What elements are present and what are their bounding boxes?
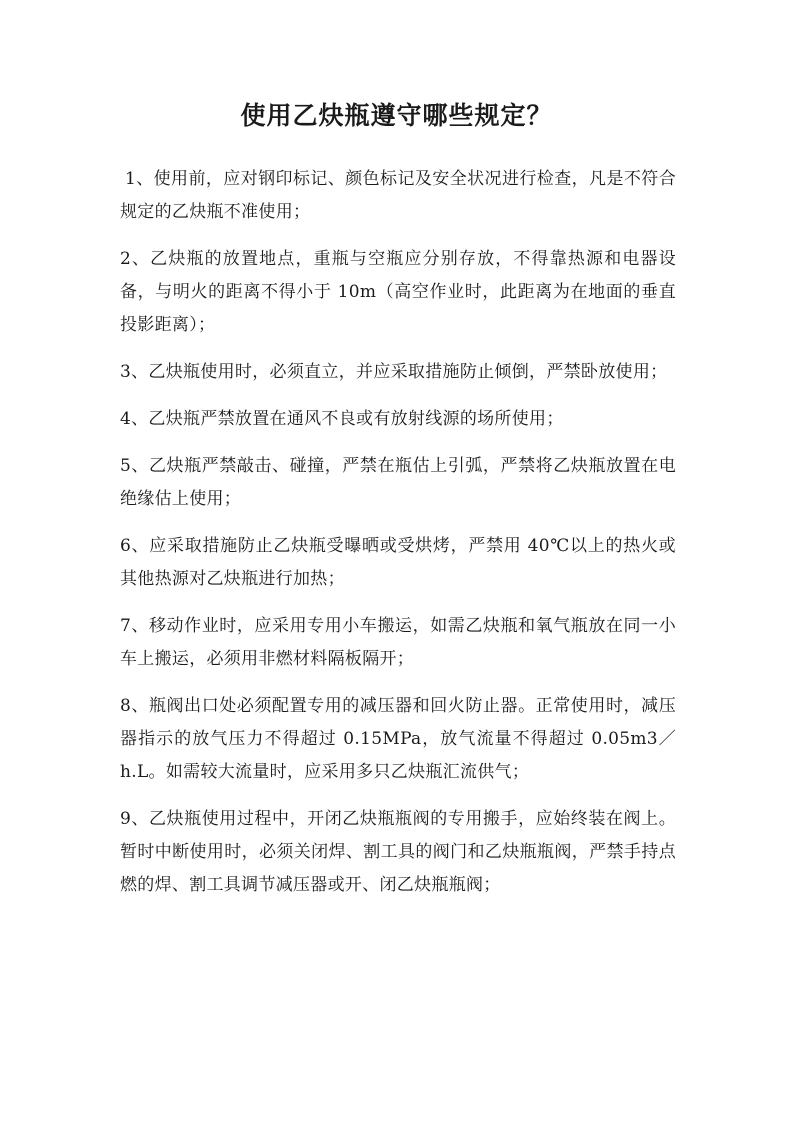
page-title: 使用乙炔瓶遵守哪些规定？ — [240, 101, 553, 130]
paragraph-9: 9、乙炔瓶使用过程中，开闭乙炔瓶瓶阀的专用搬手，应始终装在阀上。暂时中断使用时，必须关闭焊、割工具的阀门和乙炔瓶瓶阀，严禁手持点燃的焊、割工具调节减压器或开、闭乙炔瓶瓶阀； — [120, 809, 676, 895]
paragraph-3: 3、乙炔瓶使用时，必须直立，并应采取措施防止倾倒，严禁卧放使用； — [120, 362, 668, 382]
document-body — [120, 163, 676, 916]
paragraph-7: 7、移动作业时，应采用专用小车搬运，如需乙炔瓶和氧气瓶放在同一小车上搬运，必须用非燃材料隔板隔开； — [120, 616, 676, 669]
paragraph-5: 5、乙炔瓶严禁敲击、碰撞，严禁在瓶估上引弧，严禁将乙炔瓶放置在电绝缘估上使用； — [120, 456, 676, 509]
paragraph-6: 6、应采取措施防止乙炔瓶受曝晒或受烘烤，严禁用 40℃以上的热火或其他热源对乙炔瓶进行加热； — [120, 536, 676, 589]
paragraph-8: 8、瓶阀出口处必须配置专用的减压器和回火防止器。正常使用时，减压器指示的放气压力不得超过 0.15MPa，放气流量不得超过 0.05m3／h.L。如需较大流量时，应采用多只乙炔瓶汇流供气； — [120, 696, 676, 782]
paragraph-4: 4、乙炔瓶严禁放置在通风不良或有放射线源的场所使用； — [120, 409, 564, 429]
paragraph-2: 2、乙炔瓶的放置地点，重瓶与空瓶应分别存放，不得靠热源和电器设备，与明火的距离不得小于 10m（高空作业时，此距离为在地面的垂直投影距离）； — [120, 249, 676, 335]
paragraph-1: 1、使用前，应对钢印标记、颜色标记及安全状况进行检查，凡是不符合规定的乙炔瓶不准使用； — [120, 169, 676, 222]
